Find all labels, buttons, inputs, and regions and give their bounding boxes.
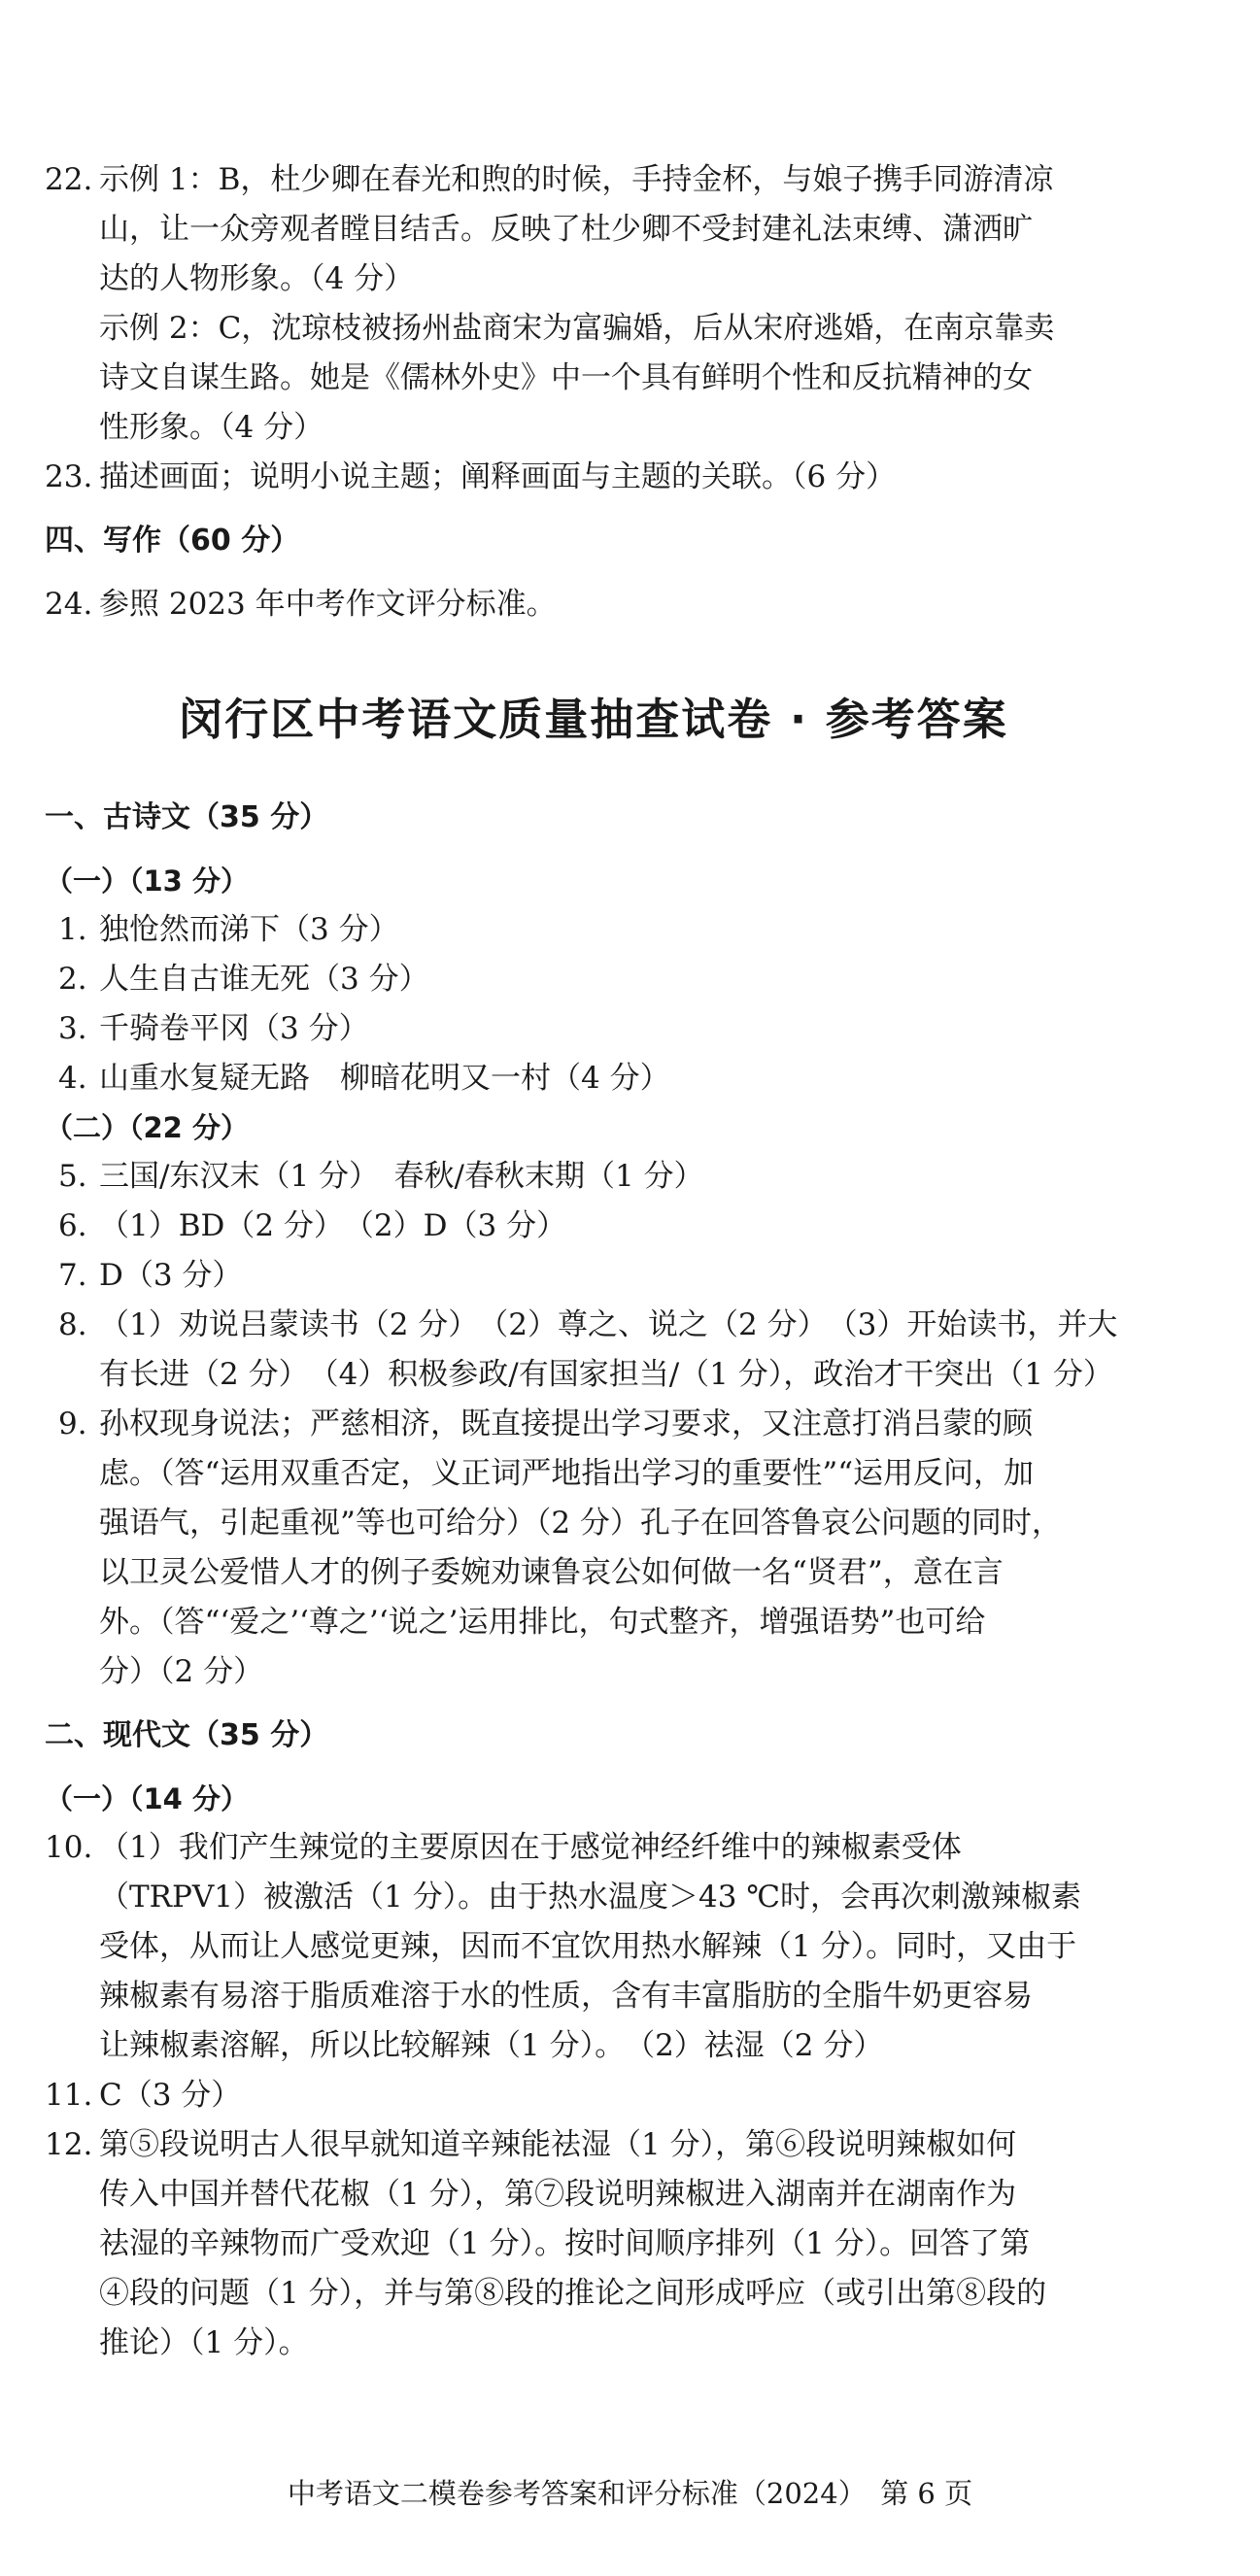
- answer-text: 独怆然而涕下（3 分）: [99, 912, 399, 947]
- answer-line: 让辣椒素溶解，所以比较解辣（1 分）。 （2）祛湿（2 分）: [99, 2028, 884, 2063]
- answer-text: 参照 2023 年中考作文评分标准。: [99, 587, 557, 622]
- answer-line: 示例 2：C，沈琼枝被扬州盐商宋为富骗婚，后从宋府逃婚，在南京靠卖: [99, 311, 1055, 346]
- answer-1: [45, 905, 1142, 955]
- answer-3: [45, 1004, 1142, 1054]
- answer-5: [45, 1152, 1142, 1202]
- answer-10: [45, 1823, 1142, 2071]
- item-number: 24.: [45, 587, 93, 622]
- answer-text: 山重水复疑无路 柳暗花明又一村（4 分）: [99, 1061, 670, 1096]
- answer-text: D（3 分）: [99, 1258, 243, 1293]
- answer-24: [45, 580, 1142, 629]
- answer-line: ④段的问题（1 分），并与第⑧段的推论之间形成呼应（或引出第⑧段的: [99, 2276, 1047, 2311]
- answer-text: C（3 分）: [99, 2078, 242, 2113]
- answer-line: 性形象。（4 分）: [99, 410, 324, 445]
- answer-line: 辣椒素有易溶于脂质难溶于水的性质，含有丰富脂肪的全脂牛奶更容易: [99, 1979, 1033, 2014]
- item-number: 8.: [58, 1307, 87, 1342]
- page-footer: 中考语文二模卷参考答案和评分标准（2024） 第 6 页: [287, 2477, 973, 2510]
- answer-line: 山，让一众旁观者瞠目结舌。反映了杜少卿不受封建礼法束缚、潇洒旷: [99, 212, 1033, 247]
- document-title: 闵行区中考语文质量抽查试卷 · 参考答案: [179, 694, 1008, 745]
- answer-line: 孙权现身说法；严慈相济，既直接提出学习要求，又注意打消吕蒙的顾: [99, 1407, 1033, 1441]
- answer-line: 第⑤段说明古人很早就知道辛辣能祛湿（1 分），第⑥段说明辣椒如何: [99, 2127, 1017, 2162]
- answer-line: 传入中国并替代花椒（1 分），第⑦段说明辣椒进入湖南并在湖南作为: [99, 2177, 1017, 2212]
- item-number: 5.: [58, 1159, 87, 1194]
- part-heading-3: （一）（14 分）: [45, 1782, 249, 1815]
- answer-line: 受体，从而让人感觉更辣，因而不宜饮用热水解辣（1 分）。同时，又由于: [99, 1929, 1077, 1964]
- part-heading-2: （二）（22 分）: [45, 1111, 249, 1144]
- answer-line: 外。（答“‘爱之’‘尊之’‘说之’运用排比，句式整齐，增强语势”也可给: [99, 1605, 986, 1640]
- item-number: 23.: [45, 459, 93, 494]
- item-number: 6.: [58, 1208, 87, 1243]
- answer-text: 三国/东汉末（1 分） 春秋/春秋末期（1 分）: [99, 1159, 704, 1194]
- item-number: 10.: [45, 1830, 93, 1865]
- item-number: 2.: [58, 962, 87, 997]
- answer-line: 祛湿的辛辣物而广受欢迎（1 分）。按时间顺序排列（1 分）。回答了第: [99, 2226, 1031, 2261]
- item-number: 9.: [58, 1407, 87, 1441]
- item-number: 22.: [45, 162, 93, 197]
- item-number: 4.: [58, 1061, 87, 1096]
- answer-line: （1）我们产生辣觉的主要原因在于感觉神经纤维中的辣椒素受体: [99, 1830, 962, 1865]
- answer-text: 千骑卷平冈（3 分）: [99, 1011, 369, 1046]
- answer-9: [45, 1400, 1142, 1697]
- part-heading-1: （一）（13 分）: [45, 864, 249, 898]
- answer-line: （1）劝说吕蒙读书（2 分） （2）尊之、说之（2 分） （3）开始读书，并大: [99, 1307, 1118, 1342]
- answer-line: 推论）（1 分）。: [99, 2325, 309, 2360]
- answer-line: 示例 1：B，杜少卿在春光和煦的时候，手持金杯，与娘子携手同游清凉: [99, 162, 1054, 197]
- answer-4: [45, 1054, 1142, 1103]
- answer-12: [45, 2120, 1142, 2368]
- item-number: 1.: [58, 912, 87, 947]
- answer-8: [45, 1301, 1142, 1400]
- answer-line: （TRPV1）被激活（1 分）。由于热水温度＞43 ℃时，会再次刺激辣椒素: [99, 1880, 1082, 1915]
- answer-text: （1）BD（2 分） （2）D（3 分）: [99, 1208, 567, 1243]
- section-heading-writing: 四、写作（60 分）: [45, 524, 300, 558]
- item-number: 3.: [58, 1011, 87, 1046]
- answer-line: 有长进（2 分） （4）积极参政/有国家担当/（1 分），政治才干突出（1 分）: [99, 1357, 1113, 1392]
- item-number: 11.: [45, 2078, 93, 2113]
- section-heading-modern: 二、现代文（35 分）: [45, 1718, 329, 1752]
- answer-23: [45, 453, 1142, 502]
- answer-11: [45, 2071, 1142, 2120]
- answer-line: 分）（2 分）: [99, 1654, 264, 1689]
- answer-22: [45, 155, 1142, 453]
- answer-7: [45, 1251, 1142, 1301]
- answer-text: 描述画面；说明小说主题；阐释画面与主题的关联。（6 分）: [99, 459, 897, 494]
- answer-6: [45, 1202, 1142, 1251]
- content-column: [45, 155, 1142, 2368]
- answer-line: 以卫灵公爱惜人才的例子委婉劝谏鲁哀公如何做一名“贤君”，意在言: [99, 1555, 1004, 1590]
- section-heading-classical: 一、古诗文（35 分）: [45, 800, 329, 834]
- item-number: 12.: [45, 2127, 93, 2162]
- answer-line: 诗文自谋生路。她是《儒林外史》中一个具有鲜明个性和反抗精神的女: [99, 360, 1033, 395]
- answer-2: [45, 955, 1142, 1004]
- answer-text: 人生自古谁无死（3 分）: [99, 962, 429, 997]
- item-number: 7.: [58, 1258, 87, 1293]
- answer-line: 强语气，引起重视”等也可给分）（2 分）孔子在回答鲁哀公问题的同时，: [99, 1506, 1062, 1541]
- answer-line: 达的人物形象。（4 分）: [99, 261, 415, 296]
- answer-line: 虑。（答“运用双重否定，义正词严地指出学习的重要性”“运用反问，加: [99, 1456, 1035, 1491]
